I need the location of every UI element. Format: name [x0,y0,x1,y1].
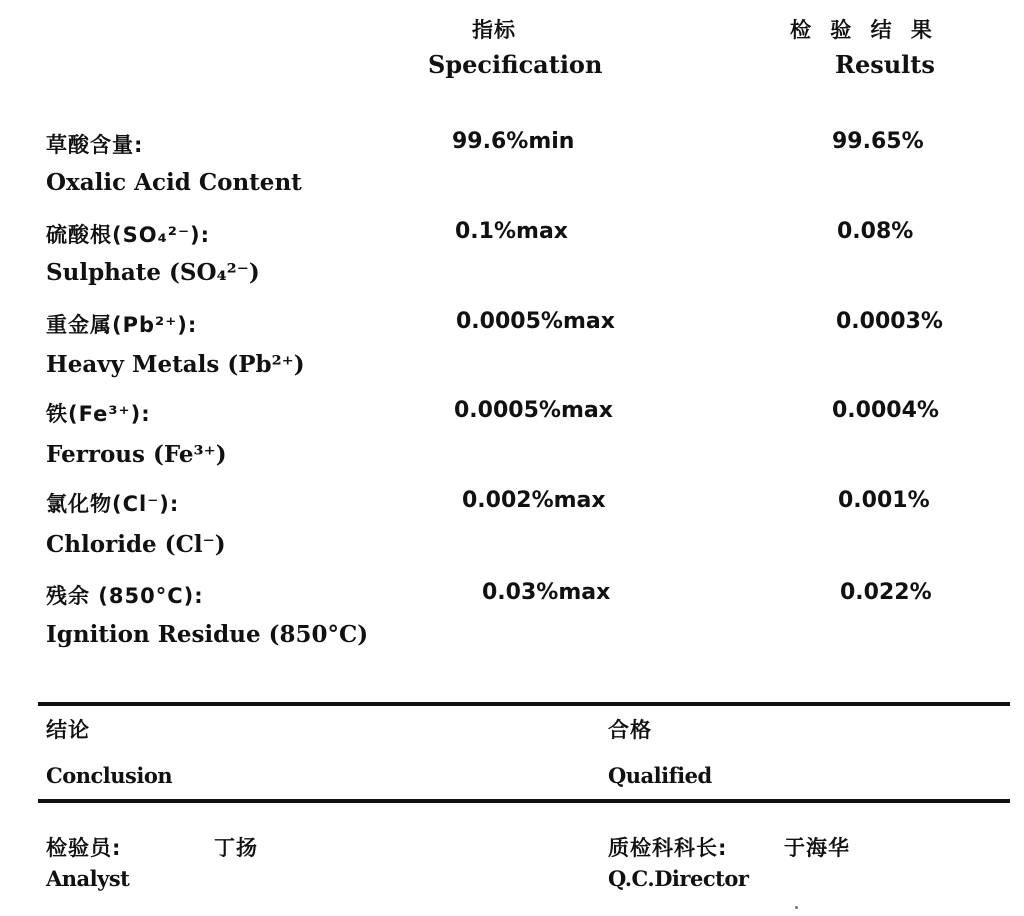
conclusion-top-rule [38,702,1010,706]
item-spec: 0.03%max [482,580,611,605]
item-spec: 0.0005%max [456,309,615,334]
conclusion-label-cn: 结论 [46,718,90,742]
item-spec: 99.6%min [452,129,575,154]
item-spec: 0.0005%max [454,398,613,423]
spec-header-cn: 指标 [472,18,516,42]
item-result: 0.022% [840,580,932,605]
director-name: 于海华 [784,836,850,860]
item-result: 0.001% [838,488,930,513]
item-label-cn: 铁(Fe³⁺): [46,402,151,426]
item-result: 0.0003% [836,309,943,334]
spec-header-en: Specification [428,50,603,79]
item-label-en: Ferrous (Fe³⁺) [46,441,227,468]
analyst-label-en: Analyst [46,866,130,891]
director-label-cn: 质检科科长: [608,836,728,860]
analyst-name: 丁扬 [214,836,258,860]
item-label-en: Oxalic Acid Content [46,169,302,196]
item-label-cn: 残余 (850°C): [46,584,204,608]
results-header-en: Results [835,50,935,79]
item-label-en: Sulphate (SO₄²⁻) [46,259,260,286]
item-label-cn: 重金属(Pb²⁺): [46,313,198,337]
results-header-cn: 检 验 结 果 [790,18,938,42]
director-label-en: Q.C.Director [608,866,749,891]
conclusion-bottom-rule [38,799,1010,803]
item-label-en: Chloride (Cl⁻) [46,531,226,558]
item-label-cn: 硫酸根(SO₄²⁻): [46,223,211,247]
item-label-cn: 氯化物(Cl⁻): [46,492,180,516]
item-result: 0.0004% [832,398,939,423]
conclusion-label-en: Conclusion [46,763,173,788]
item-result: 99.65% [832,129,924,154]
item-label-en: Ignition Residue (850°C) [46,621,369,648]
analyst-label-cn: 检验员: [46,836,122,860]
item-result: 0.08% [837,219,914,244]
item-label-en: Heavy Metals (Pb²⁺) [46,351,305,378]
conclusion-value-cn: 合格 [608,718,652,742]
scan-speck [795,906,798,909]
conclusion-value-en: Qualified [608,763,712,788]
item-spec: 0.1%max [455,219,568,244]
item-label-cn: 草酸含量: [46,133,144,157]
item-spec: 0.002%max [462,488,606,513]
